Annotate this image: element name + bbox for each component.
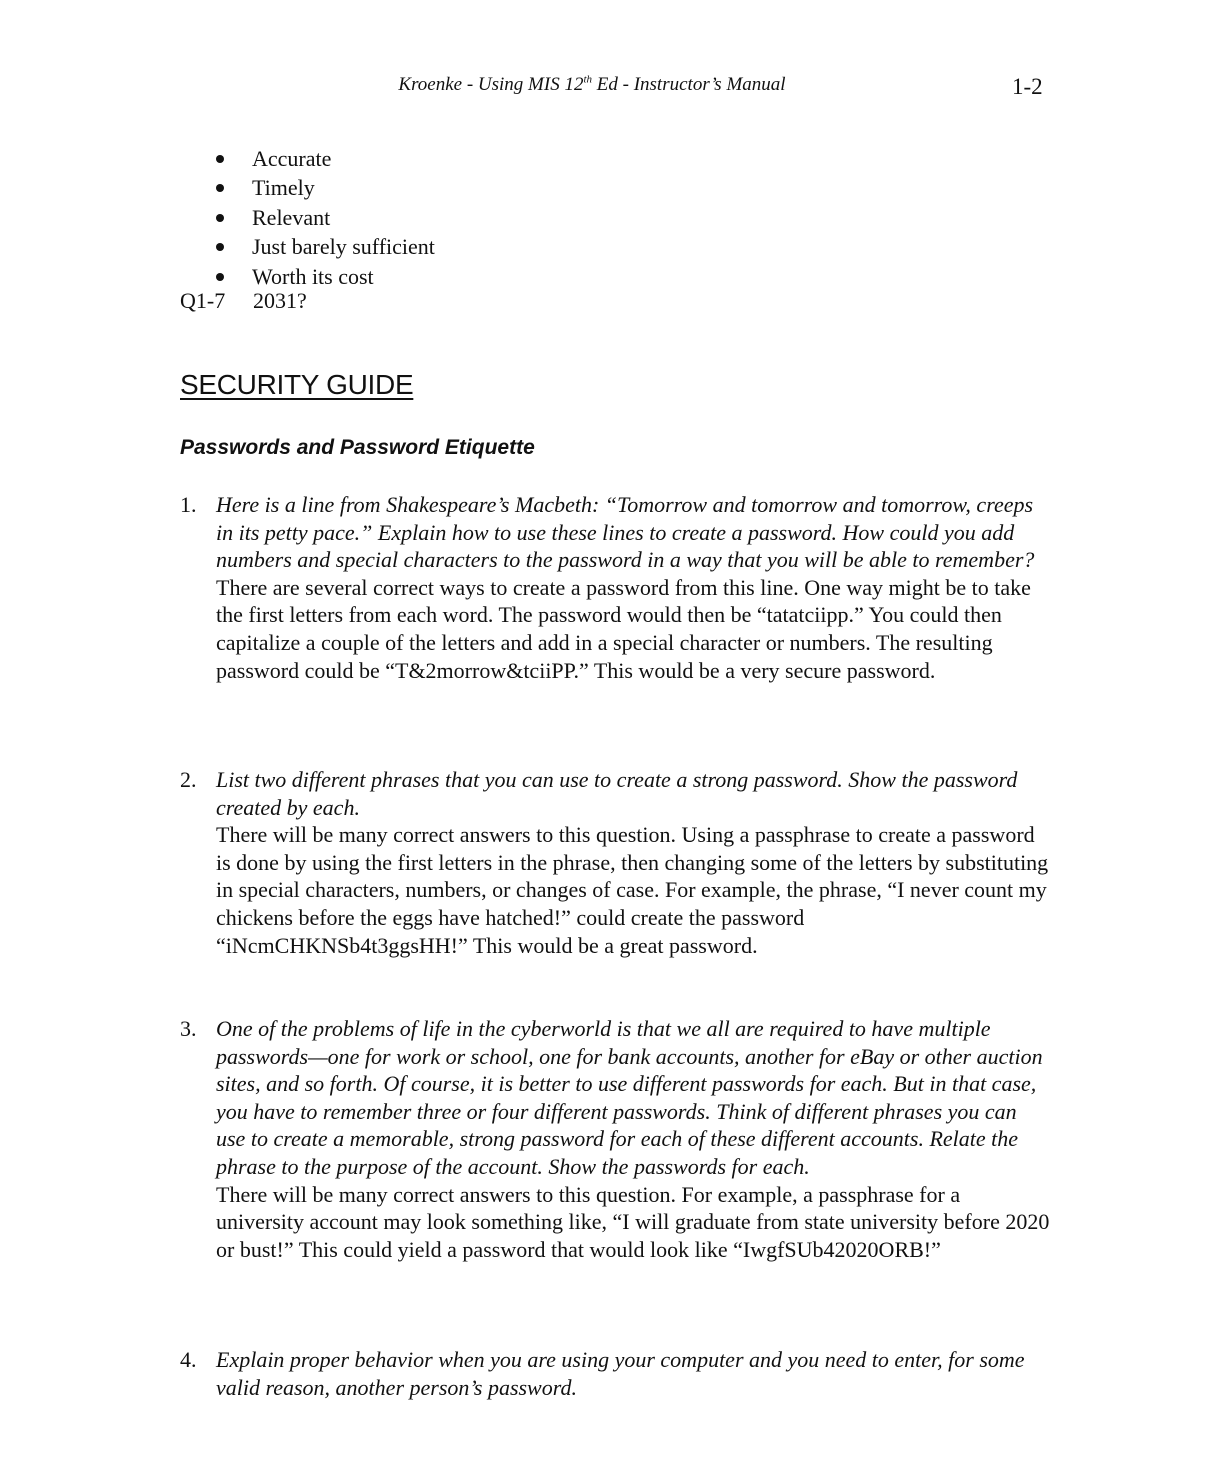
qa-answer: There will be many correct answers to this question. Using a passphrase to create a password is done by using the first letters in the phrase, then changing some of the letters by substituting in special characters, numbers, or changes of case. For example, the phrase, “I never count my chickens before the eggs have hatched!” could create the password “iNcmCHKNSb4t3ggsHH!” This would be a great password. xyxy=(216,822,1049,958)
header-title-pre: Kroenke - Using MIS 12 xyxy=(398,74,584,95)
qa-body xyxy=(216,491,1050,684)
running-header xyxy=(0,74,1184,96)
qa-number: 4. xyxy=(180,1347,197,1372)
list-item-text: Accurate xyxy=(252,146,332,171)
section-title: SECURITY GUIDE xyxy=(180,369,414,400)
bullet-icon xyxy=(216,273,224,281)
qa-body xyxy=(216,1015,1050,1263)
header-title-sup: th xyxy=(583,73,593,86)
qa-answer: There are several correct ways to create a password from this line. One way might be to take the first letters from each word. The password would then be “tatatciipp.” You could then capitalize a couple of the letters and add in a special character or numbers. The resulting password could be “T&2morrow&tciiPP.” This would be a very secure password. xyxy=(216,574,1031,683)
question-number: Q1-7 xyxy=(180,288,226,313)
bullet-icon xyxy=(216,243,224,251)
qa-number: 3. xyxy=(180,1016,197,1041)
qa-item-1 xyxy=(180,491,1050,684)
question-text: 2031? xyxy=(253,288,307,313)
qa-number: 1. xyxy=(180,492,197,517)
bullet-icon xyxy=(216,214,224,222)
list-item-text: Worth its cost xyxy=(252,263,374,289)
qa-item-2 xyxy=(180,766,1050,959)
qa-question: List two different phrases that you can use to create a strong password. Show the password created by each. xyxy=(216,767,1018,820)
list-item-text: Just barely sufficient xyxy=(252,234,435,260)
qa-body xyxy=(216,1346,1050,1401)
qa-question: Explain proper behavior when you are using your computer and you need to enter, for some valid reason, another person’s password. xyxy=(216,1347,1025,1400)
question-line xyxy=(180,288,307,314)
list-item xyxy=(216,203,435,232)
qa-answer: There will be many correct answers to this question. For example, a passphrase for a university account may look something like, “I will graduate from state university before 2020 or bust!” This could yield a password that would look like “IwgfSUb42020ORB!” xyxy=(216,1181,1050,1262)
qa-question: One of the problems of life in the cyberworld is that we all are required to have multiple passwords—one for work or school, one for bank accounts, another for eBay or other auction sites, and so forth. Of course, it is better to use different passwords for each. But in that case, you have to remember three or four different passwords. Think of different phrases you can use to create a memorable, strong password for each of these different accounts. Relate the phrase to the purpose of the account. Show the passwords for each. xyxy=(216,1016,1043,1179)
section-subtitle: Passwords and Password Etiquette xyxy=(180,436,535,459)
list-item xyxy=(216,144,435,173)
qa-body xyxy=(216,766,1050,959)
list-item-text: Timely xyxy=(252,175,315,201)
qa-number: 2. xyxy=(180,767,197,792)
list-item-text: Relevant xyxy=(252,204,331,230)
bullet-icon xyxy=(216,155,224,163)
header-title-post: Ed - Instructor’s Manual xyxy=(592,74,786,95)
list-item xyxy=(216,173,435,202)
list-item xyxy=(216,232,435,261)
page-number: 1-2 xyxy=(1012,74,1043,99)
qa-question: Here is a line from Shakespeare’s Macbeth: “Tomorrow and tomorrow and tomorrow, creeps in its petty pace.” Explain how to use these lines to create a password. How could you add numbers and special characters to the password in a way that you will be able to remember? xyxy=(216,492,1035,573)
qa-item-4 xyxy=(180,1346,1050,1401)
list-item xyxy=(216,262,435,291)
bullet-list xyxy=(216,144,435,291)
qa-item-3 xyxy=(180,1015,1050,1263)
bullet-icon xyxy=(216,184,224,192)
